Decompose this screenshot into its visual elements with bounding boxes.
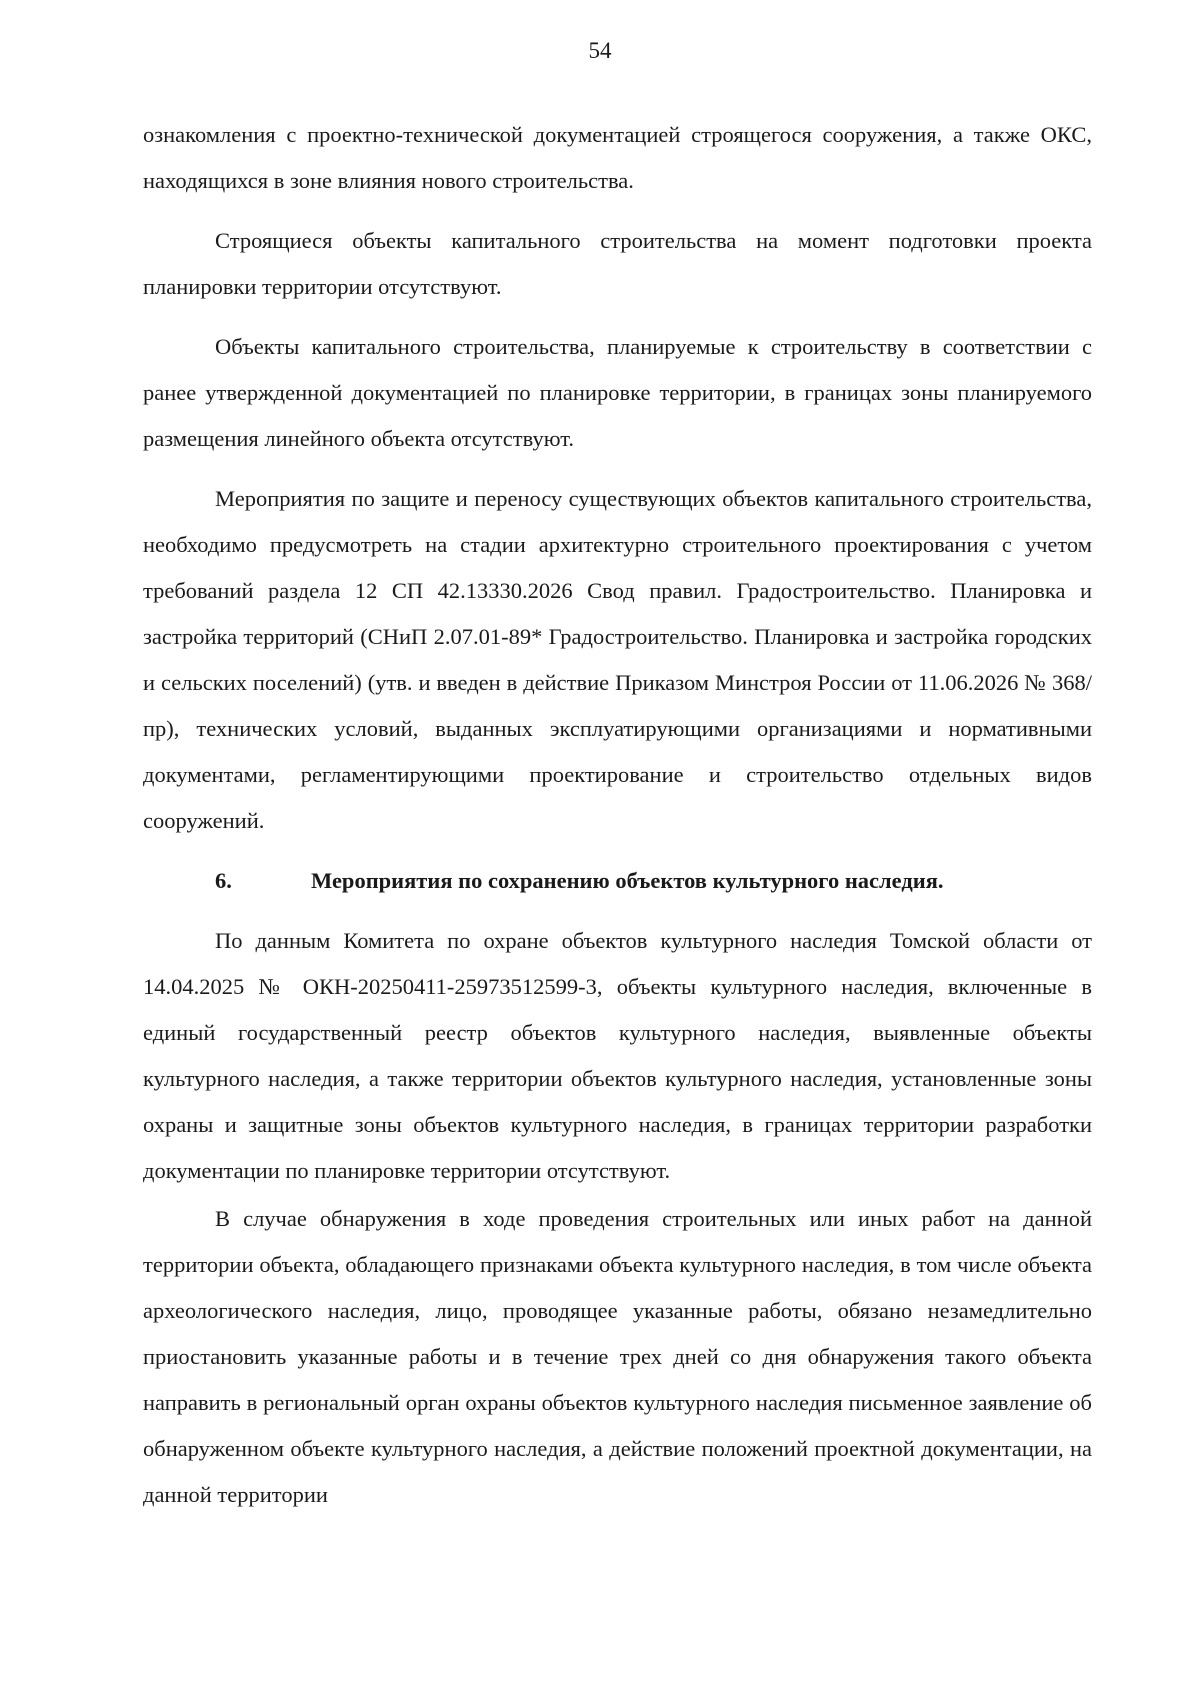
page-content (143, 112, 1092, 1518)
page-number: 54 (588, 38, 612, 63)
paragraph-protection-measures: Мероприятия по защите и переносу существующих объектов капитального строительства, необходимо предусмотреть на стадии архитектурно строительного проектирования с учетом требований раздела 12 СП 42.13330.2026 Свод правил. Градостроительство. Планировка и застройка территорий (СНиП 2.07.01-89* Градостроительство. Планировка и застройка городских и сельских поселений) (утв. и введен в действие Приказом Минстроя России от 11.06.2026 № 368/пр), технических условий, выданных эксплуатирующими организациями и нормативными документами, регламентирующими проектирование и строительство отдельных видов сооружений. (143, 486, 1092, 833)
paragraph-discovery-procedure: В случае обнаружения в ходе проведения строительных или иных работ на данной территории объекта, обладающего признаками объекта культурного наследия, в том числе объекта археологического наследия, лицо, проводящее указанные работы, обязано незамедлительно приостановить указанные работы и в течение трех дней со дня обнаружения такого объекта направить в региональный орган охраны объектов культурного наследия письменное заявление об обнаруженном объекте культурного наследия, а действие положений проектной документации, на данной территории (143, 1206, 1092, 1507)
section-number: 6. (215, 868, 232, 893)
paragraph-heritage-committee: По данным Комитета по охране объектов культурного наследия Томской области от 14.04.2025 № ОКН-20250411-25973512599-3, объекты культурного наследия, включенные в единый государственный реестр объектов культурного наследия, выявленные объекты культурного наследия, а также территории объектов культурного наследия, установленные зоны охраны и защитные зоны объектов культурного наследия, в границах территории разработки документации по планировке территории отсутствуют. (143, 928, 1092, 1183)
section-heading (143, 858, 1092, 904)
paragraph-under-construction: Строящиеся объекты капитального строительства на момент подготовки проекта планировки территории отсутствуют. (143, 228, 1092, 299)
section-title: Мероприятия по сохранению объектов культурного наследия. (311, 868, 944, 893)
paragraph-planned-objects: Объекты капитального строительства, планируемые к строительству в соответствии с ранее утвержденной документацией по планировке территории, в границах зоны планируемого размещения линейного объекта отсутствуют. (143, 334, 1092, 451)
paragraph-continuation: ознакомления с проектно-технической документацией строящегося сооружения, а также ОКС, находящихся в зоне влияния нового строительства. (143, 122, 1092, 193)
